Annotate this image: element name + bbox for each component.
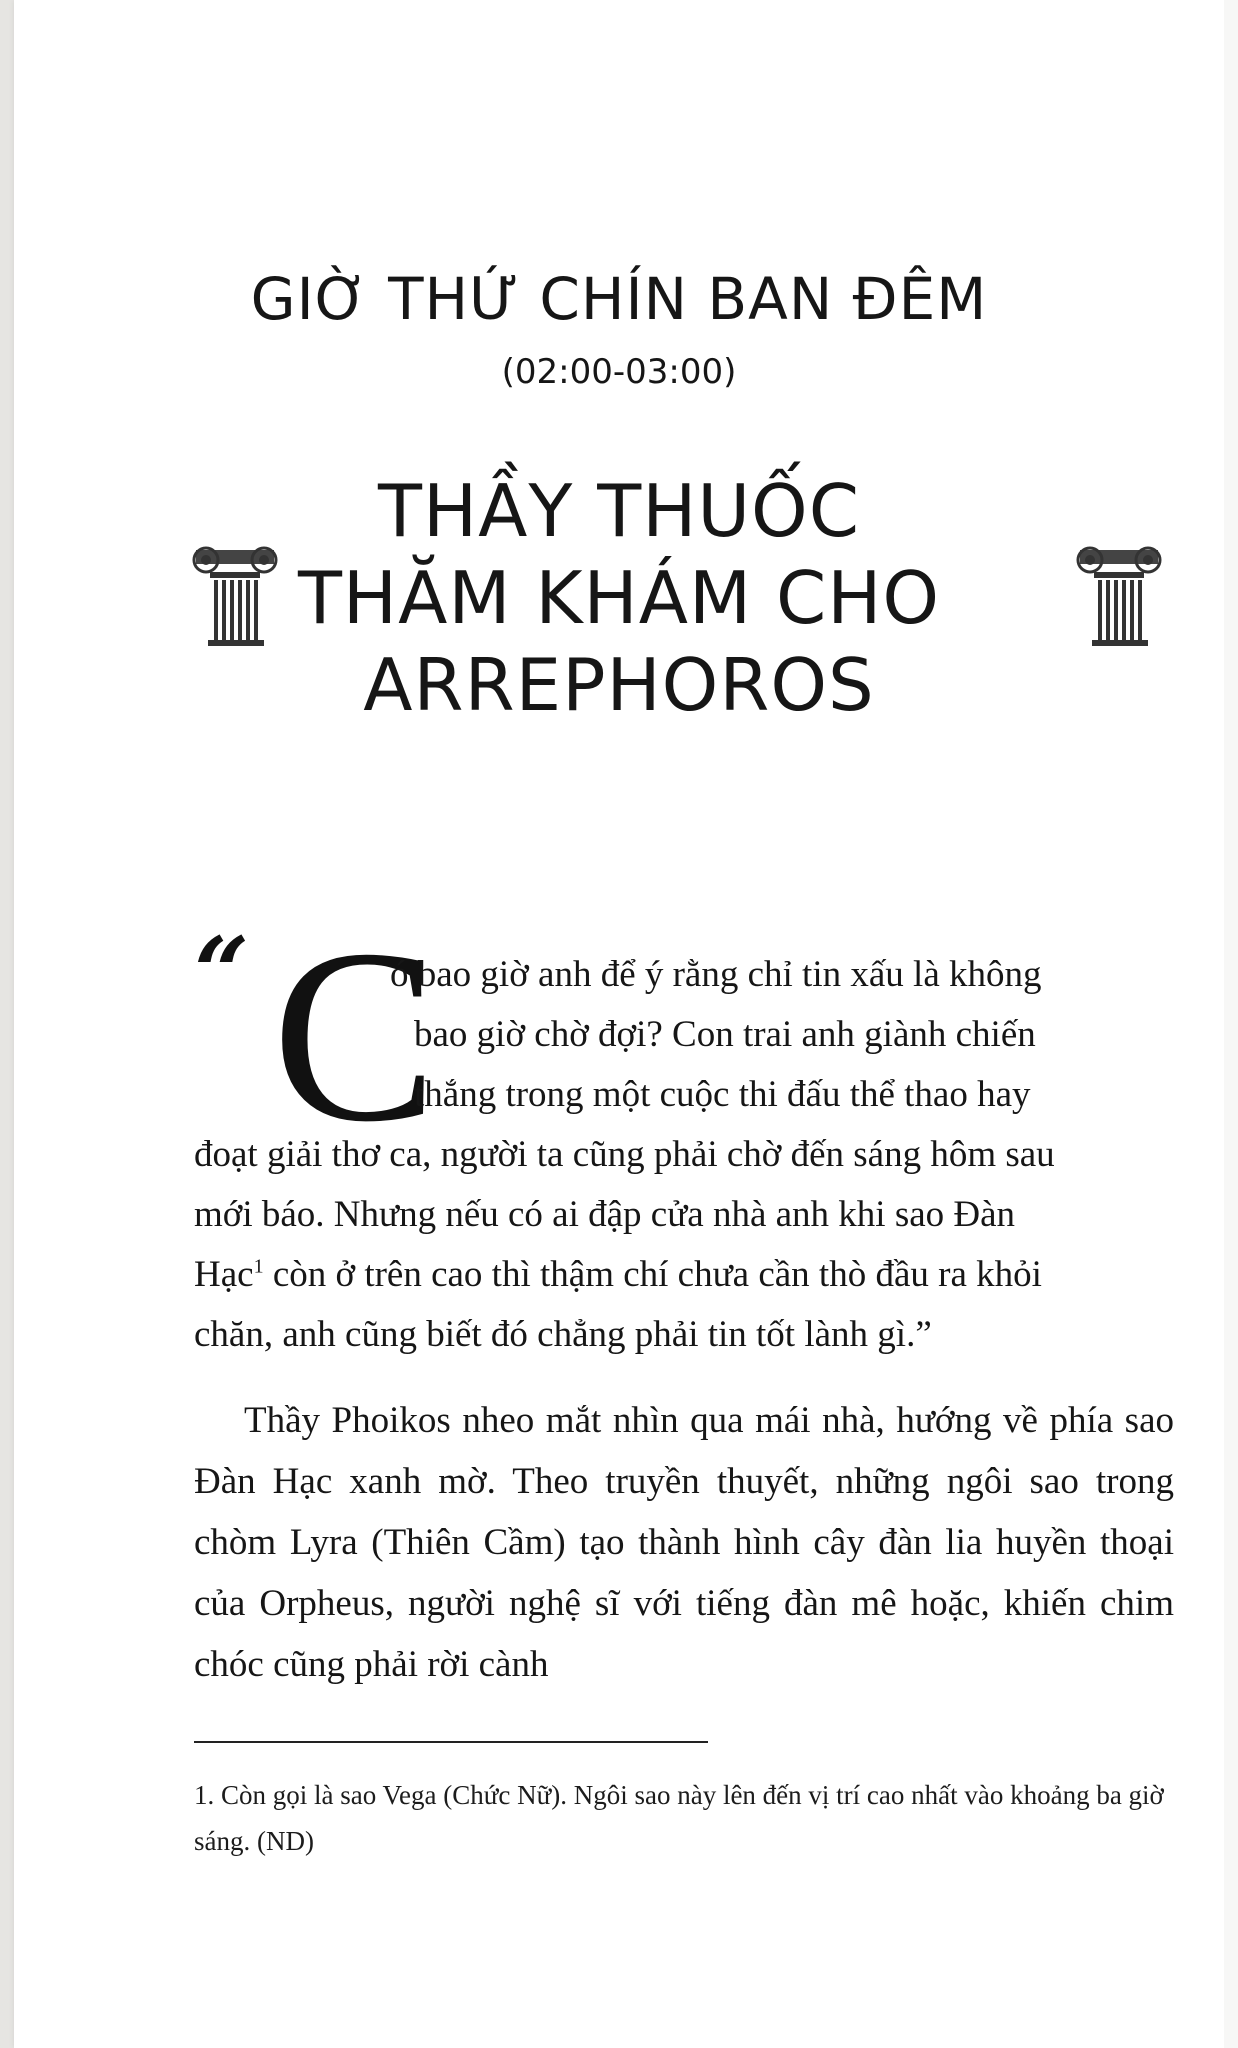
book-page: [14, 0, 1224, 2048]
paragraph-line: đoạt giải thơ ca, người ta cũng phải chờ đến sáng hôm sau: [194, 1134, 1055, 1175]
paragraph-line: chăn, anh cũng biết đó chẳng phải tin tốt lành gì.”: [194, 1314, 932, 1355]
paragraph-line: thắng trong một cuộc thi đấu thể thao hay: [414, 1074, 1031, 1115]
chapter-title-line-1: THẦY THUỐC: [377, 469, 860, 553]
chapter-title-line-2: THĂM KHÁM CHO: [297, 556, 941, 640]
chapter-time-range: (02:00-03:00): [501, 352, 737, 392]
chapter-title-line-3: ARREPHOROS: [363, 643, 875, 727]
line-rest-text: còn ở trên cao thì thậm chí chưa cần thò đầu ra khỏi: [272, 1254, 1042, 1295]
ionic-column-icon: [1076, 540, 1162, 650]
line-start-text: Hạc: [194, 1254, 254, 1295]
ionic-column-icon: [192, 540, 278, 650]
footnote-text: 1. Còn gọi là sao Vega (Chức Nữ). Ngôi sao này lên đến vị trí cao nhất vào khoảng ba giờ sáng. (ND): [194, 1780, 1164, 1856]
paragraph-line: mới báo. Nhưng nếu có ai đập cửa nhà anh khi sao Đàn: [194, 1194, 1016, 1235]
drop-cap: C: [272, 898, 438, 1173]
chapter-kicker: GIỜ THỨ CHÍN BAN ĐÊM: [250, 265, 988, 333]
paragraph-line: [194, 1253, 1042, 1296]
second-paragraph: Thầy Phoikos nheo mắt nhìn qua mái nhà, hướng về phía sao Đàn Hạc xanh mờ. Theo truyền thuyết, những ngôi sao trong chòm Lyra (Thiên Cầm) tạo thành hình cây đàn lia huyền thoại của Orpheus, người nghệ sĩ với tiếng đàn mê hoặc, khiến chim chóc cũng phải rời cành: [194, 1400, 1174, 1685]
opening-quote-mark: “: [194, 916, 250, 1029]
footnote-divider: [194, 1741, 708, 1743]
page-edge: [1224, 0, 1238, 2048]
footnote-reference[interactable]: 1: [253, 1255, 264, 1278]
paragraph-line: bao giờ chờ đợi? Con trai anh giành chiến: [414, 1014, 1036, 1055]
paragraph-line: ó bao giờ anh để ý rằng chỉ tin xấu là không: [390, 954, 1042, 995]
